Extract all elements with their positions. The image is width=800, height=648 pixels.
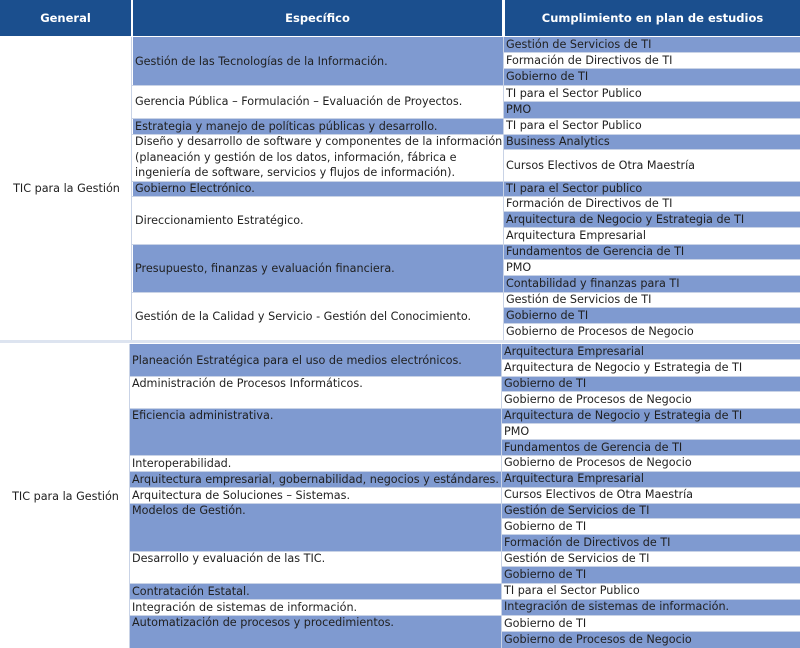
grid-line bbox=[129, 455, 800, 456]
specific-item: Diseño y desarrollo de software y componentes de la información (planeación y gestión de los datos, información, fábrica e ingeniería de software, servicios y flujos de información). bbox=[135, 135, 503, 179]
grid-line bbox=[129, 615, 800, 616]
plan-course: Integración de sistemas de información. bbox=[502, 599, 800, 615]
plan-course: TI para el Sector Publico bbox=[504, 118, 800, 134]
specific-item: Administración de Procesos Informáticos. bbox=[130, 376, 501, 408]
specific-item: Gestión de la Calidad y Servicio - Gestión del Conocimiento. bbox=[133, 292, 503, 340]
plan-course: Gobierno de TI bbox=[504, 69, 800, 85]
general-category-2: TIC para la Gestión bbox=[0, 344, 129, 648]
grid-line bbox=[131, 244, 800, 245]
plan-course: Gobierno de Procesos de Negocio bbox=[502, 392, 800, 408]
specific-item: Desarrollo y evaluación de las TIC. bbox=[130, 551, 501, 583]
plan-course: TI para el Sector Publico bbox=[502, 583, 800, 599]
plan-course: Cursos Electivos de Otra Maestría bbox=[502, 487, 800, 503]
plan-course: Gestión de Servicios de TI bbox=[504, 292, 800, 308]
specific-item: Interoperabilidad. bbox=[130, 455, 501, 471]
plan-course: Gobierno de TI bbox=[502, 615, 800, 632]
grid-line bbox=[129, 471, 800, 472]
specific-item: Arquitectura de Soluciones – Sistemas. bbox=[130, 487, 501, 503]
grid-line bbox=[131, 118, 800, 119]
grid-line bbox=[131, 85, 800, 86]
specific-item: Planeación Estratégica para el uso de medios electrónicos. bbox=[130, 344, 501, 376]
plan-course: Gestión de Servicios de TI bbox=[502, 503, 800, 519]
grid-line bbox=[129, 376, 800, 377]
specific-item: Direccionamiento Estratégico. bbox=[133, 196, 503, 244]
header-specific: Específico bbox=[133, 0, 502, 36]
grid-line bbox=[129, 551, 800, 552]
grid-line bbox=[131, 292, 800, 293]
plan-course: PMO bbox=[504, 102, 800, 118]
specific-item: Estrategia y manejo de políticas públicas y desarrollo. bbox=[133, 118, 503, 134]
grid-line bbox=[129, 583, 800, 584]
plan-course: PMO bbox=[502, 424, 800, 440]
specific-item: Integración de sistemas de información. bbox=[130, 599, 501, 615]
general-category-1: TIC para la Gestión bbox=[0, 37, 131, 340]
specific-item: Modelos de Gestión. bbox=[130, 503, 501, 551]
grid-line bbox=[129, 599, 800, 600]
plan-course: Formación de Directivos de TI bbox=[502, 535, 800, 551]
specific-item: Presupuesto, finanzas y evaluación financiera. bbox=[133, 244, 503, 292]
grid-line bbox=[129, 503, 800, 504]
header-plan: Cumplimiento en plan de estudios bbox=[505, 0, 800, 36]
plan-course: Business Analytics bbox=[504, 134, 800, 150]
plan-course: Arquitectura Empresarial bbox=[502, 344, 800, 360]
plan-course: Contabilidad y finanzas para TI bbox=[504, 276, 800, 292]
plan-course: Gobierno de Procesos de Negocio bbox=[504, 324, 800, 340]
specific-item: Gestión de las Tecnologías de la Información. bbox=[133, 37, 503, 85]
plan-course: PMO bbox=[504, 260, 800, 276]
grid-line bbox=[129, 344, 130, 648]
plan-course: TI para el Sector publico bbox=[504, 181, 800, 196]
grid-line bbox=[501, 344, 502, 648]
plan-course: Gobierno de TI bbox=[502, 519, 800, 535]
plan-course: Arquitectura de Negocio y Estrategia de TI bbox=[502, 408, 800, 424]
plan-course: Arquitectura de Negocio y Estrategia de TI bbox=[502, 360, 800, 376]
plan-course: Fundamentos de Gerencia de TI bbox=[502, 440, 800, 455]
plan-course: Formación de Directivos de TI bbox=[504, 196, 800, 212]
specific-item: Eficiencia administrativa. bbox=[130, 408, 501, 455]
specific-item: Automatización de procesos y procedimientos. bbox=[130, 615, 501, 648]
plan-course: Gobierno de TI bbox=[504, 308, 800, 324]
grid-line bbox=[129, 408, 800, 409]
plan-course: Arquitectura Empresarial bbox=[504, 228, 800, 244]
plan-course: Cursos Electivos de Otra Maestría bbox=[504, 150, 800, 181]
specific-item: Contratación Estatal. bbox=[130, 583, 501, 599]
plan-course: Arquitectura Empresarial bbox=[502, 471, 800, 487]
grid-line bbox=[131, 134, 800, 135]
header-general: General bbox=[0, 0, 131, 36]
grid-line bbox=[131, 181, 800, 182]
plan-course: Fundamentos de Gerencia de TI bbox=[504, 244, 800, 260]
specific-item: Arquitectura empresarial, gobernabilidad, negocios y estándares. bbox=[130, 471, 501, 487]
plan-course: Gobierno de TI bbox=[502, 567, 800, 583]
plan-course: Gobierno de Procesos de Negocio bbox=[502, 455, 800, 471]
plan-course: Gobierno de Procesos de Negocio bbox=[502, 632, 800, 648]
grid-line bbox=[131, 196, 800, 197]
plan-course: Gestión de Servicios de TI bbox=[502, 551, 800, 567]
plan-course: Gestión de Servicios de TI bbox=[504, 37, 800, 53]
grid-line bbox=[503, 37, 504, 340]
grid-line bbox=[129, 487, 800, 488]
grid-line bbox=[131, 37, 132, 340]
plan-course: Arquitectura de Negocio y Estrategia de TI bbox=[504, 212, 800, 228]
specific-item: Gobierno Electrónico. bbox=[133, 181, 503, 196]
specific-item: Gerencia Pública – Formulación – Evaluación de Proyectos. bbox=[133, 85, 503, 118]
plan-course: Gobierno de TI bbox=[502, 376, 800, 392]
plan-course: TI para el Sector Publico bbox=[504, 85, 800, 102]
section-separator bbox=[0, 340, 800, 343]
plan-course: Formación de Directivos de TI bbox=[504, 53, 800, 69]
